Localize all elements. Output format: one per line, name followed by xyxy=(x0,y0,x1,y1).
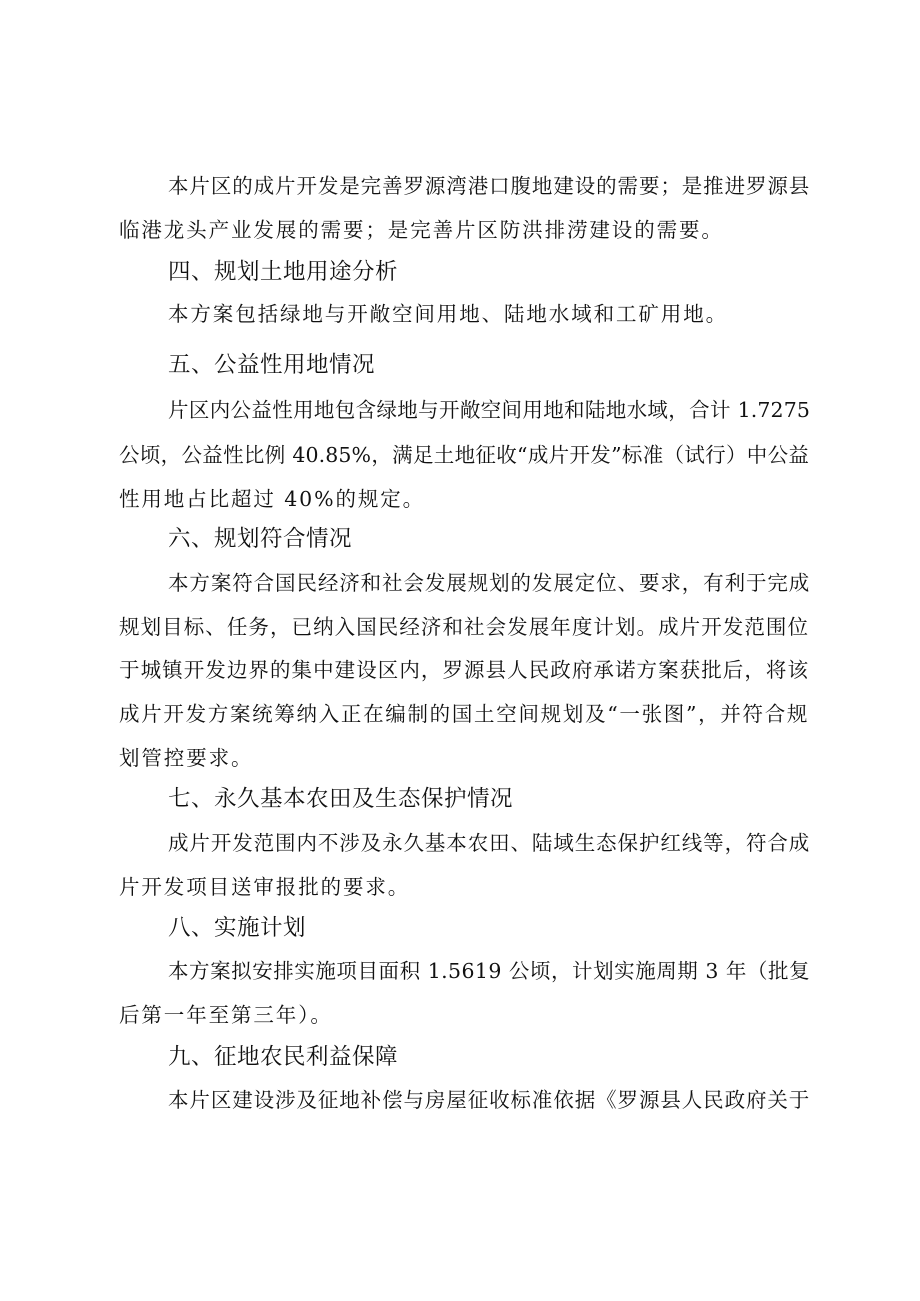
paragraph-line: 本片区的成片开发是完善罗源湾港口腹地建设的需要；是推进罗源县 xyxy=(168,174,810,198)
paragraph-line: 本方案包括绿地与开敞空间用地、陆地水域和工矿用地。 xyxy=(168,302,728,326)
paragraph-line: 性用地占比超过 40%的规定。 xyxy=(119,487,426,511)
paragraph-line: 后第一年至第三年）。 xyxy=(119,1003,333,1027)
paragraph-line: 于城镇开发边界的集中建设区内，罗源县人民政府承诺方案获批后，将该 xyxy=(119,658,809,682)
paragraph-line: 本方案符合国民经济和社会发展规划的发展定位、要求，有利于完成 xyxy=(168,571,810,595)
section-heading-4: 四、规划土地用途分析 xyxy=(168,259,399,285)
section-heading-8: 八、实施计划 xyxy=(168,915,307,941)
paragraph-line: 片开发项目送审报批的要求。 xyxy=(119,875,411,899)
paragraph-line: 划管控要求。 xyxy=(119,746,254,770)
paragraph-line: 本方案拟安排实施项目面积 1.5619 公顷，计划实施周期 3 年（批复 xyxy=(168,959,810,983)
paragraph-line: 本片区建设涉及征地补偿与房屋征收标准依据《罗源县人民政府关于 xyxy=(168,1088,810,1112)
section-heading-9: 九、征地农民利益保障 xyxy=(168,1044,399,1070)
section-heading-7: 七、永久基本农田及生态保护情况 xyxy=(168,786,514,812)
paragraph-line: 片区内公益性用地包含绿地与开敞空间用地和陆地水域，合计 1.7275 xyxy=(168,398,810,422)
paragraph-line: 成片开发范围内不涉及永久基本农田、陆域生态保护红线等，符合成 xyxy=(168,831,810,855)
paragraph-line: 公顷，公益性比例 40.85%，满足土地征收“成片开发”标准（试行）中公益 xyxy=(119,443,809,467)
section-heading-5: 五、公益性用地情况 xyxy=(168,352,376,378)
section-heading-6: 六、规划符合情况 xyxy=(168,526,353,552)
paragraph-line: 成片开发方案统筹纳入正在编制的国土空间规划及“一张图”，并符合规 xyxy=(119,702,809,726)
paragraph-line: 临港龙头产业发展的需要；是完善片区防洪排涝建设的需要。 xyxy=(119,218,724,242)
paragraph-line: 规划目标、任务，已纳入国民经济和社会发展年度计划。成片开发范围位 xyxy=(119,615,809,639)
